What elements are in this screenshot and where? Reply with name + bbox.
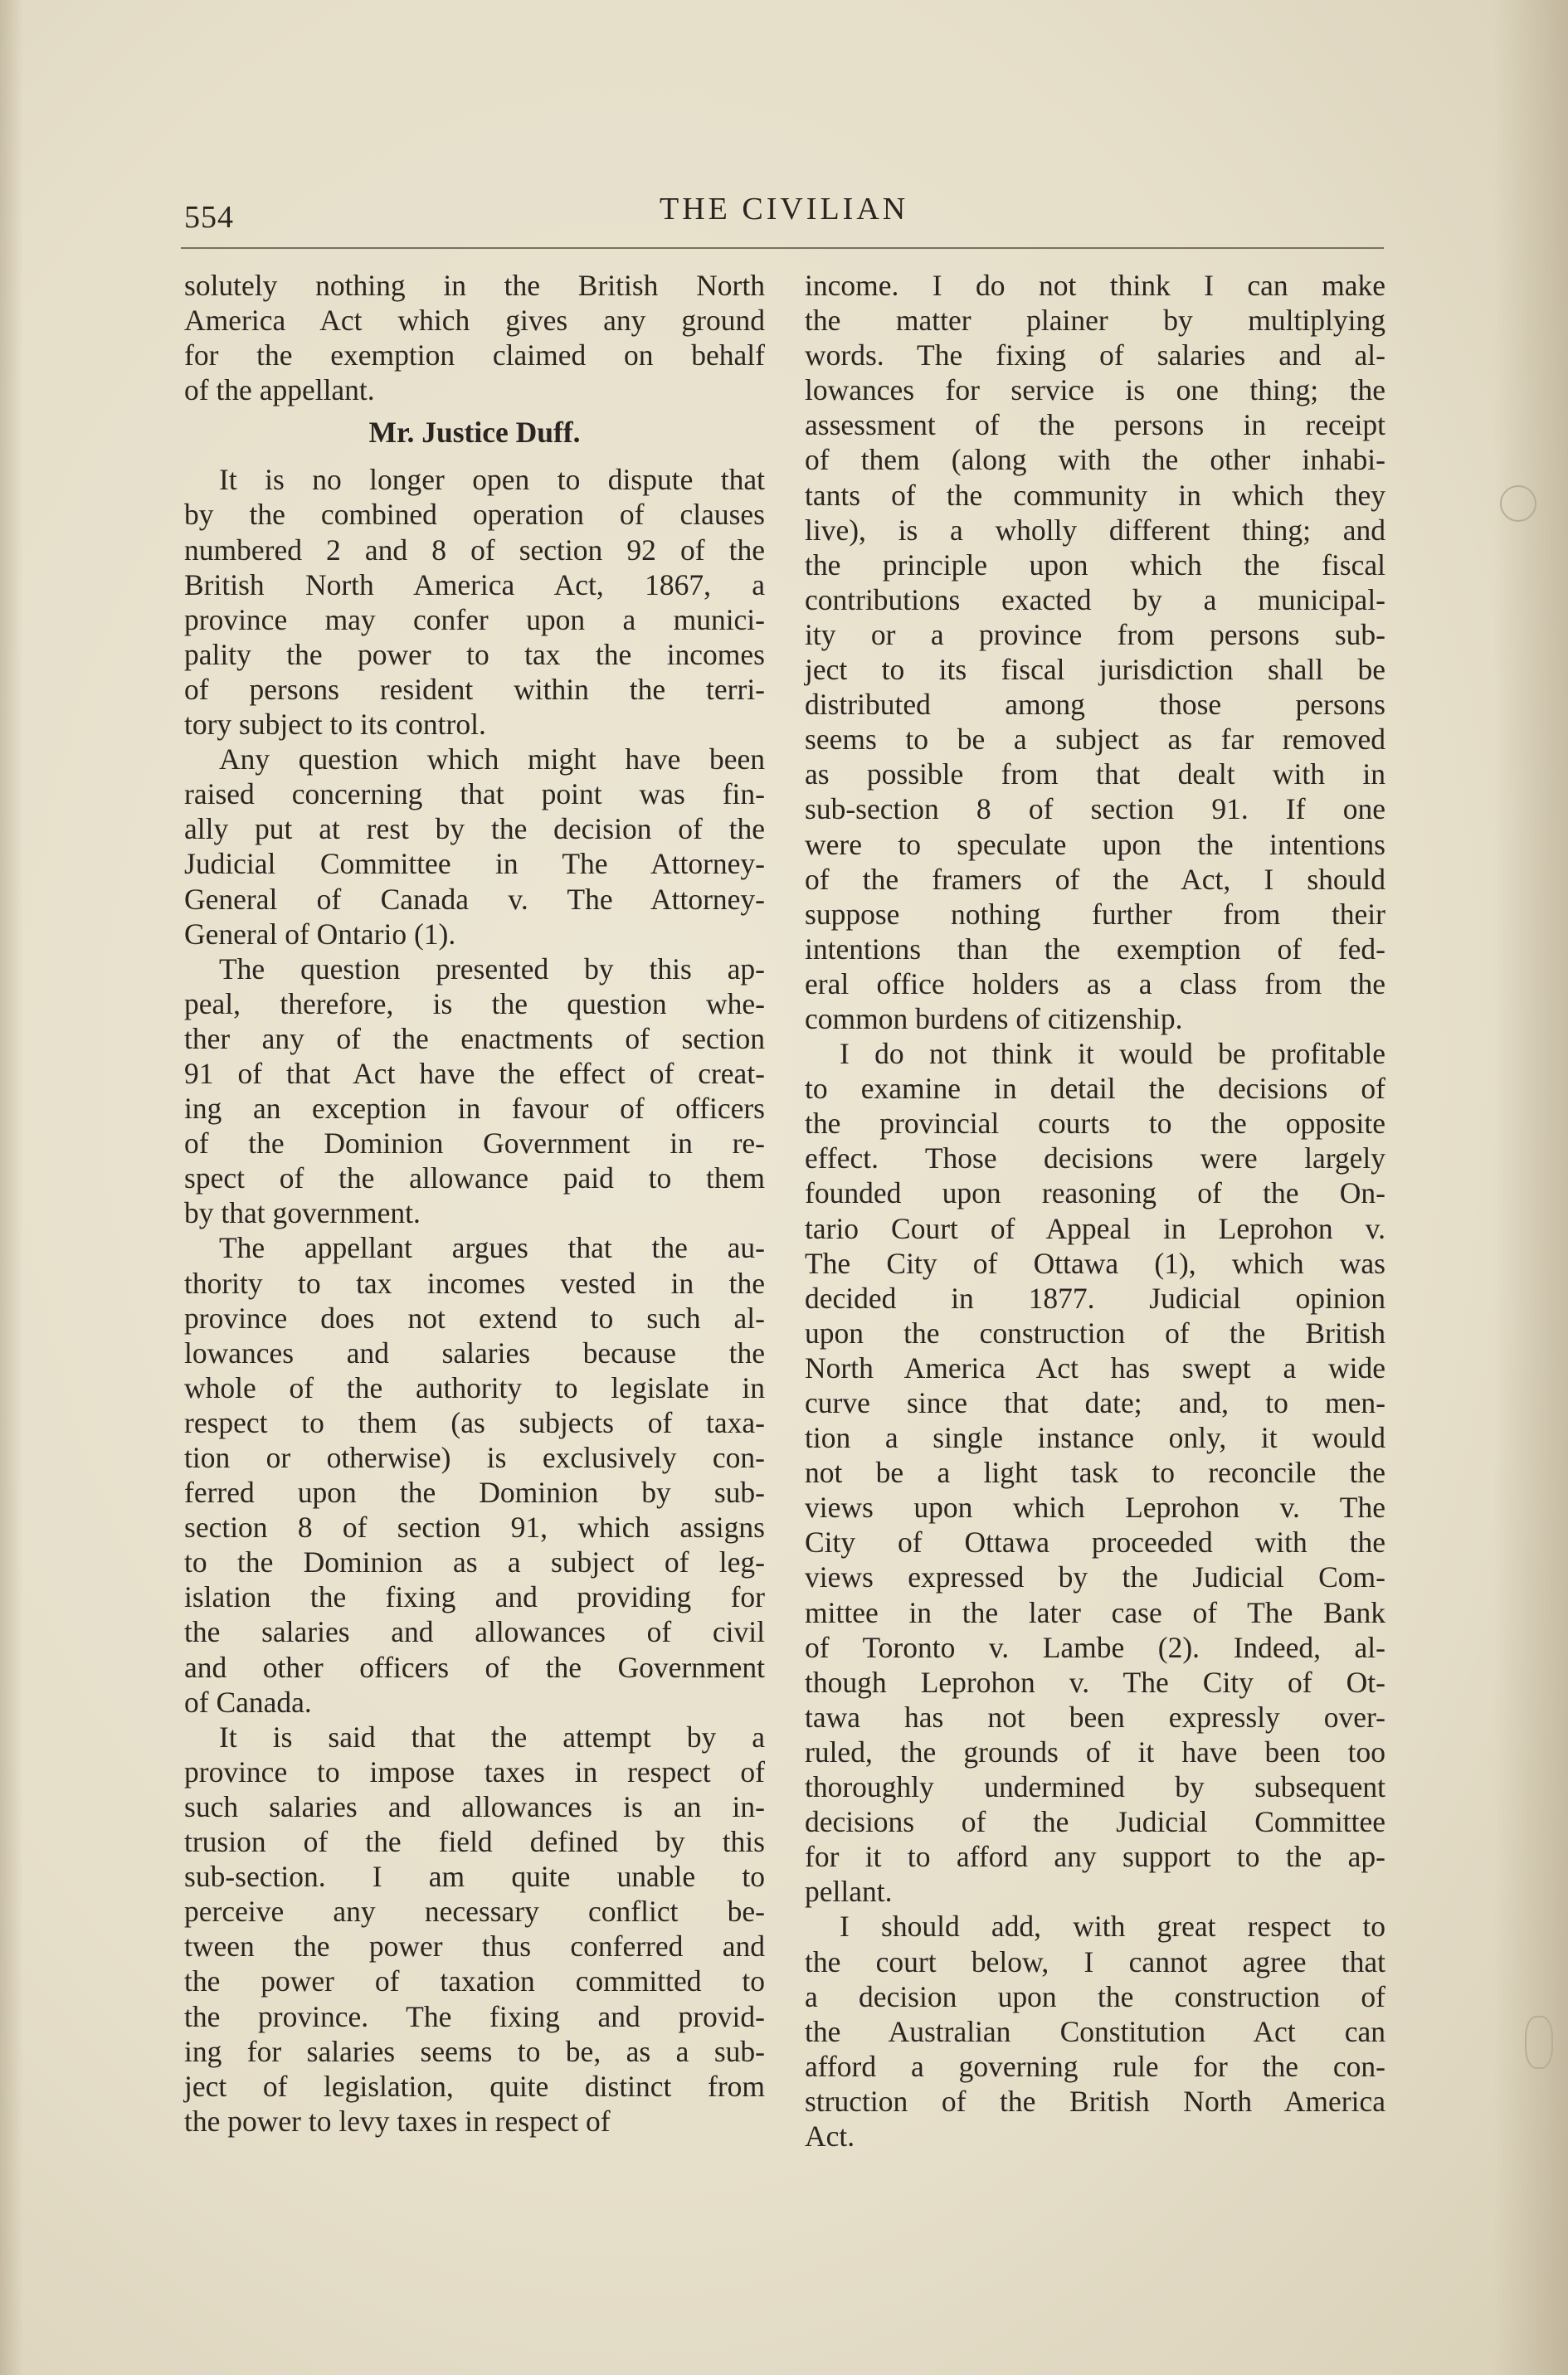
text-line: tion a single instance only, it would bbox=[805, 1421, 1385, 1455]
text-line: a decision upon the construction of bbox=[805, 1979, 1385, 2013]
text-line: to examine in detail the decisions of bbox=[805, 1072, 1385, 1106]
text-line: I do not think it would be profitable bbox=[840, 1037, 1385, 1071]
text-line: ing for salaries seems to be, as a sub- bbox=[184, 2034, 765, 2068]
text-line: founded upon reasoning of the On- bbox=[805, 1176, 1385, 1210]
text-line: It is no longer open to dispute that bbox=[219, 463, 765, 497]
text-line: spect of the allowance paid to them bbox=[184, 1161, 765, 1195]
text-line: tario Court of Appeal in Leprohon v. bbox=[805, 1211, 1385, 1245]
text-line: the principle upon which the fiscal bbox=[805, 548, 1385, 582]
text-line: perceive any necessary conflict be- bbox=[184, 1895, 765, 1929]
text-line: province may confer upon a munici- bbox=[184, 602, 765, 636]
text-line: of the appellant. bbox=[184, 373, 375, 407]
text-line: whole of the authority to legislate in bbox=[184, 1370, 765, 1404]
text-line: views upon which Leprohon v. The bbox=[805, 1491, 1385, 1525]
text-line: British North America Act, 1867, a bbox=[184, 567, 765, 601]
text-line: ject to its fiscal jurisdiction shall be bbox=[805, 653, 1385, 687]
text-line: for it to afford any support to the ap- bbox=[805, 1840, 1385, 1874]
text-line: not be a light task to reconcile the bbox=[805, 1456, 1385, 1490]
text-line: tory subject to its control. bbox=[184, 708, 486, 742]
text-line: words. The fixing of salaries and al- bbox=[805, 338, 1385, 372]
text-line: of Canada. bbox=[184, 1685, 312, 1719]
section-heading: Mr. Justice Duff. bbox=[368, 416, 581, 450]
text-line: for the exemption claimed on behalf bbox=[184, 338, 765, 372]
page-shadow-left bbox=[0, 0, 23, 2375]
text-line: It is said that the attempt by a bbox=[219, 1720, 765, 1754]
text-line: to the Dominion as a subject of leg- bbox=[184, 1545, 765, 1579]
text-line: ther any of the enactments of section bbox=[184, 1021, 765, 1055]
text-line: tion or otherwise) is exclusively con- bbox=[184, 1441, 765, 1474]
text-line: seems to be a subject as far removed bbox=[805, 723, 1385, 757]
text-line: raised concerning that point was fin- bbox=[184, 777, 765, 811]
text-line: ject of legislation, quite distinct from bbox=[184, 2069, 765, 2103]
text-line: ity or a province from persons sub- bbox=[805, 617, 1385, 651]
text-line: decisions of the Judicial Committee bbox=[805, 1805, 1385, 1839]
text-line: pality the power to tax the incomes bbox=[184, 637, 765, 671]
text-line: such salaries and allowances is an in- bbox=[184, 1789, 765, 1823]
text-line: the court below, I cannot agree that bbox=[805, 1944, 1385, 1978]
text-line: were to speculate upon the intentions bbox=[805, 827, 1385, 861]
text-line: of persons resident within the terri- bbox=[184, 672, 765, 706]
text-line: province to impose taxes in respect of bbox=[184, 1754, 765, 1789]
header-rule bbox=[181, 247, 1384, 249]
text-line: Act. bbox=[805, 2119, 855, 2153]
text-line: the matter plainer by multiplying bbox=[805, 304, 1385, 338]
text-line: as possible from that dealt with in bbox=[805, 757, 1385, 791]
running-head: THE CIVILIAN bbox=[660, 192, 909, 226]
text-line: General of Canada v. The Attorney- bbox=[184, 882, 765, 916]
text-line: though Leprohon v. The City of Ot- bbox=[805, 1665, 1385, 1699]
left-column bbox=[184, 268, 765, 2139]
text-line: 91 of that Act have the effect of creat- bbox=[184, 1056, 765, 1090]
text-line: of Toronto v. Lambe (2). Indeed, al- bbox=[805, 1630, 1385, 1664]
text-line: thority to tax incomes vested in the bbox=[184, 1266, 765, 1300]
text-line: by that government. bbox=[184, 1196, 421, 1230]
text-line: of the Dominion Government in re- bbox=[184, 1127, 765, 1161]
text-line: effect. Those decisions were largely bbox=[805, 1141, 1385, 1175]
text-line: views expressed by the Judicial Com- bbox=[805, 1560, 1385, 1594]
text-line: pellant. bbox=[805, 1875, 893, 1909]
text-line: respect to them (as subjects of taxa- bbox=[184, 1405, 765, 1439]
text-line: I should add, with great respect to bbox=[840, 1910, 1385, 1944]
text-line: tween the power thus conferred and bbox=[184, 1930, 765, 1964]
text-line: suppose nothing further from their bbox=[805, 897, 1385, 931]
text-line: common burdens of citizenship. bbox=[805, 1001, 1183, 1035]
text-line: tants of the community in which they bbox=[805, 478, 1385, 512]
text-line: ing an exception in favour of officers bbox=[184, 1092, 765, 1126]
text-line: mittee in the later case of The Bank bbox=[805, 1595, 1385, 1629]
text-line: assessment of the persons in receipt bbox=[805, 408, 1385, 442]
text-line: tawa has not been expressly over- bbox=[805, 1700, 1385, 1734]
text-line: eral office holders as a class from the bbox=[805, 966, 1385, 1000]
text-line: America Act which gives any ground bbox=[184, 304, 765, 338]
paper-hole-mark bbox=[1525, 2016, 1553, 2069]
text-line: distributed among those persons bbox=[805, 688, 1385, 722]
text-line: sub-section. I am quite unable to bbox=[184, 1860, 765, 1894]
text-line: North America Act has swept a wide bbox=[805, 1351, 1385, 1385]
text-line: The appellant argues that the au- bbox=[219, 1231, 765, 1265]
text-line: sub-section 8 of section 91. If one bbox=[805, 792, 1385, 826]
text-line: afford a governing rule for the con- bbox=[805, 2049, 1385, 2083]
text-line: contributions exacted by a municipal- bbox=[805, 582, 1385, 616]
text-line: the Australian Constitution Act can bbox=[805, 2014, 1385, 2048]
text-line: of them (along with the other inhabi- bbox=[805, 443, 1385, 477]
text-line: lowances and salaries because the bbox=[184, 1336, 765, 1370]
text-line: numbered 2 and 8 of section 92 of the bbox=[184, 533, 765, 567]
text-line: peal, therefore, is the question whe- bbox=[184, 986, 765, 1020]
text-line: the provincial courts to the opposite bbox=[805, 1107, 1385, 1141]
text-line: of the framers of the Act, I should bbox=[805, 862, 1385, 896]
text-line: and other officers of the Government bbox=[184, 1650, 765, 1684]
text-line: ferred upon the Dominion by sub- bbox=[184, 1476, 765, 1510]
text-line: the province. The fixing and provid- bbox=[184, 1999, 765, 2033]
text-line: Any question which might have been bbox=[219, 742, 765, 776]
text-line: The City of Ottawa (1), which was bbox=[805, 1246, 1385, 1280]
text-line: Judicial Committee in The Attorney- bbox=[184, 847, 765, 881]
text-line: struction of the British North America bbox=[805, 2084, 1385, 2118]
right-column bbox=[805, 268, 1385, 2154]
text-line: section 8 of section 91, which assigns bbox=[184, 1511, 765, 1545]
paper-hole-mark bbox=[1500, 485, 1536, 522]
text-line: upon the construction of the British bbox=[805, 1316, 1385, 1350]
text-line: curve since that date; and, to men- bbox=[805, 1386, 1385, 1419]
text-line: The question presented by this ap- bbox=[219, 951, 765, 986]
text-line: City of Ottawa proceeded with the bbox=[805, 1526, 1385, 1560]
text-line: ruled, the grounds of it have been too bbox=[805, 1735, 1385, 1769]
text-line: the power to levy taxes in respect of bbox=[184, 2104, 611, 2138]
text-line: lowances for service is one thing; the bbox=[805, 373, 1385, 407]
text-line: islation the fixing and providing for bbox=[184, 1580, 765, 1614]
text-line: the salaries and allowances of civil bbox=[184, 1615, 765, 1649]
text-line: live), is a wholly different thing; and bbox=[805, 513, 1385, 547]
text-line: trusion of the field defined by this bbox=[184, 1825, 765, 1859]
text-line: by the combined operation of clauses bbox=[184, 498, 765, 532]
text-line: thoroughly undermined by subsequent bbox=[805, 1770, 1385, 1804]
text-line: the power of taxation committed to bbox=[184, 1964, 765, 1998]
text-line: income. I do not think I can make bbox=[805, 269, 1385, 302]
page-number: 554 bbox=[184, 200, 234, 235]
text-line: decided in 1877. Judicial opinion bbox=[805, 1281, 1385, 1315]
text-line: General of Ontario (1). bbox=[184, 917, 456, 951]
text-line: ally put at rest by the decision of the bbox=[184, 812, 765, 846]
text-line: intentions than the exemption of fed- bbox=[805, 932, 1385, 966]
text-line: province does not extend to such al- bbox=[184, 1301, 765, 1335]
text-line: solutely nothing in the British North bbox=[184, 269, 765, 302]
